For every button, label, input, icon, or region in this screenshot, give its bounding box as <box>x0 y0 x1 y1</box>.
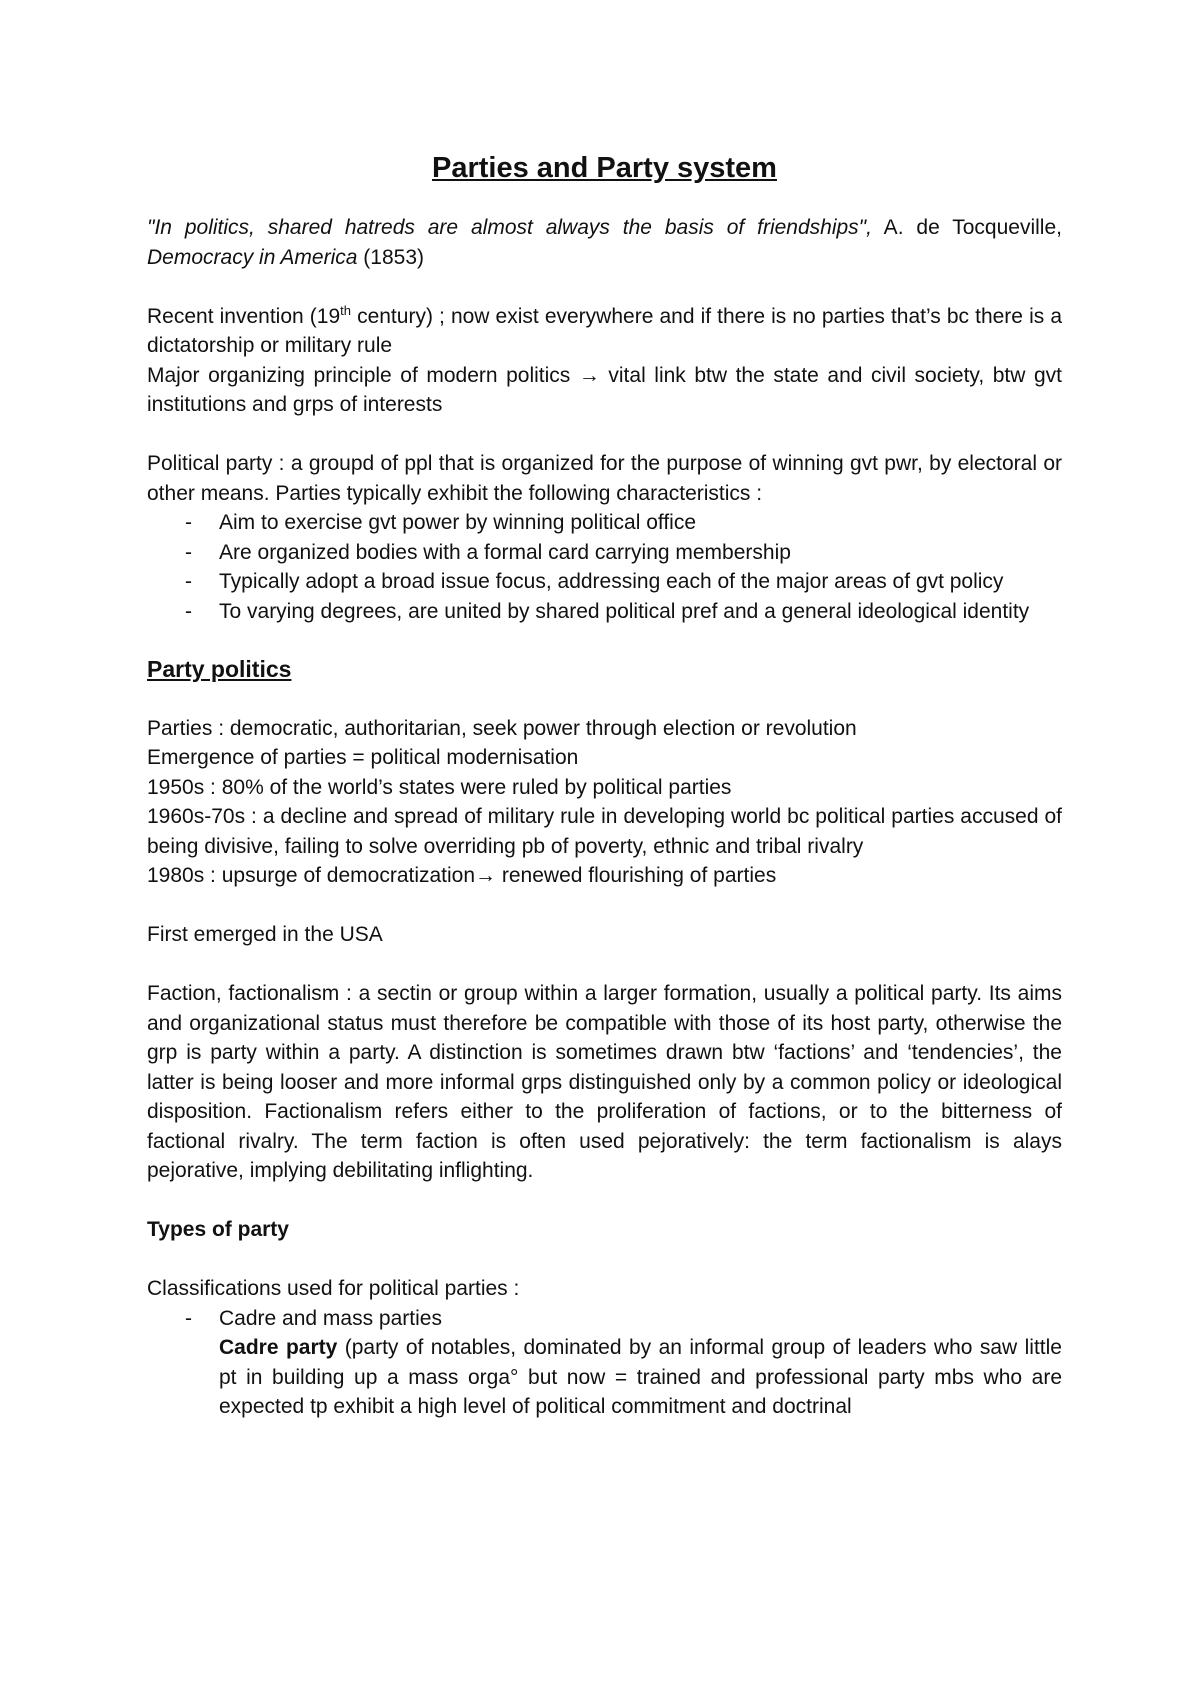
party-politics-line: 1980s : upsurge of democratization→ renewed flourishing of parties <box>147 864 777 887</box>
list-item-text: Aim to exercise gvt power by winning political office <box>219 511 697 534</box>
cadre-party-text: (party of notables, dominated by an informal group of leaders who saw little pt in building up a mass orga° but now = trained and professional party mbs who are expected tp exhibit a high level of political commitment and doctrinal <box>219 1336 1062 1418</box>
classification-item-title: Cadre and mass parties <box>219 1306 442 1330</box>
list-item <box>147 1304 1062 1422</box>
dash-bullet: - <box>185 540 192 564</box>
list-item <box>147 508 1062 538</box>
document-page <box>147 150 1062 1422</box>
list-item <box>147 597 1062 627</box>
quote-author: A. de Tocqueville, <box>871 216 1062 239</box>
quote-text: "In politics, shared hatreds are almost always the basis of friendships", <box>147 216 872 239</box>
types-of-party-heading: Types of party <box>147 1218 289 1241</box>
dash-bullet: - <box>185 599 192 623</box>
intro-paragraph-1 <box>147 302 1062 361</box>
party-politics-heading: Party politics <box>147 656 292 682</box>
classification-list <box>147 1304 1062 1422</box>
first-emerged-line: First emerged in the USA <box>147 923 383 946</box>
list-item-text: Are organized bodies with a formal card carrying membership <box>219 540 791 564</box>
intro-superscript: th <box>340 302 351 318</box>
party-politics-line: Emergence of parties = political modernisation <box>147 746 579 769</box>
list-item <box>147 538 1062 568</box>
list-item-text: Typically adopt a broad issue focus, addressing each of the major areas of gvt policy <box>219 570 1004 593</box>
dash-bullet: - <box>185 511 192 534</box>
dash-bullet: - <box>185 1306 192 1330</box>
quote-work: Democracy in America <box>147 245 358 269</box>
characteristics-list <box>147 508 1062 626</box>
party-politics-line: Parties : democratic, authoritarian, seek power through election or revolution <box>147 716 857 740</box>
tocqueville-quote <box>147 213 1062 272</box>
intro-text-b: century) ; now exist everywhere and if there is no parties that’s bc there is a dictatorship or military rule <box>147 304 1062 357</box>
list-item <box>147 567 1062 597</box>
document-title: Parties and Party system <box>432 152 777 184</box>
classifications-line: Classifications used for political parties : <box>147 1277 520 1300</box>
intro-text-a: Recent invention (19 <box>147 304 341 328</box>
dash-bullet: - <box>185 570 192 593</box>
party-definition: Political party : a groupd of ppl that is organized for the purpose of winning gvt pwr, by electoral or other means. Parties typically exhibit the following characteristics : <box>147 452 1062 505</box>
quote-year: (1853) <box>357 245 424 269</box>
list-item-text: To varying degrees, are united by shared political pref and a general ideological identity <box>219 599 1030 623</box>
party-politics-line: 1960s-70s : a decline and spread of military rule in developing world bc political parties accused of being divisive, failing to solve overriding pb of poverty, ethnic and tribal rivalry <box>147 805 1062 858</box>
faction-paragraph: Faction, factionalism : a sectin or group within a larger formation, usually a political party. Its aims and organizational status must therefore be compatible with those of its host party, otherwise the grp is party within a party. A distinction is sometimes drawn btw ‘factions’ and ‘tendencies’, the latter is being looser and more informal grps distinguished only by a common policy or ideological disposition. Factionalism refers either to the proliferation of factions, or to the bitterness of factional rivalry. The term faction is often used pejoratively: the term factionalism is alays pejorative, implying debilitating inflighting. <box>147 982 1062 1182</box>
party-politics-line: 1950s : 80% of the world’s states were ruled by political parties <box>147 775 732 799</box>
intro-paragraph-2: Major organizing principle of modern politics → vital link btw the state and civil society, btw gvt institutions and grps of interests <box>147 363 1062 416</box>
cadre-party-label: Cadre party <box>219 1336 338 1359</box>
